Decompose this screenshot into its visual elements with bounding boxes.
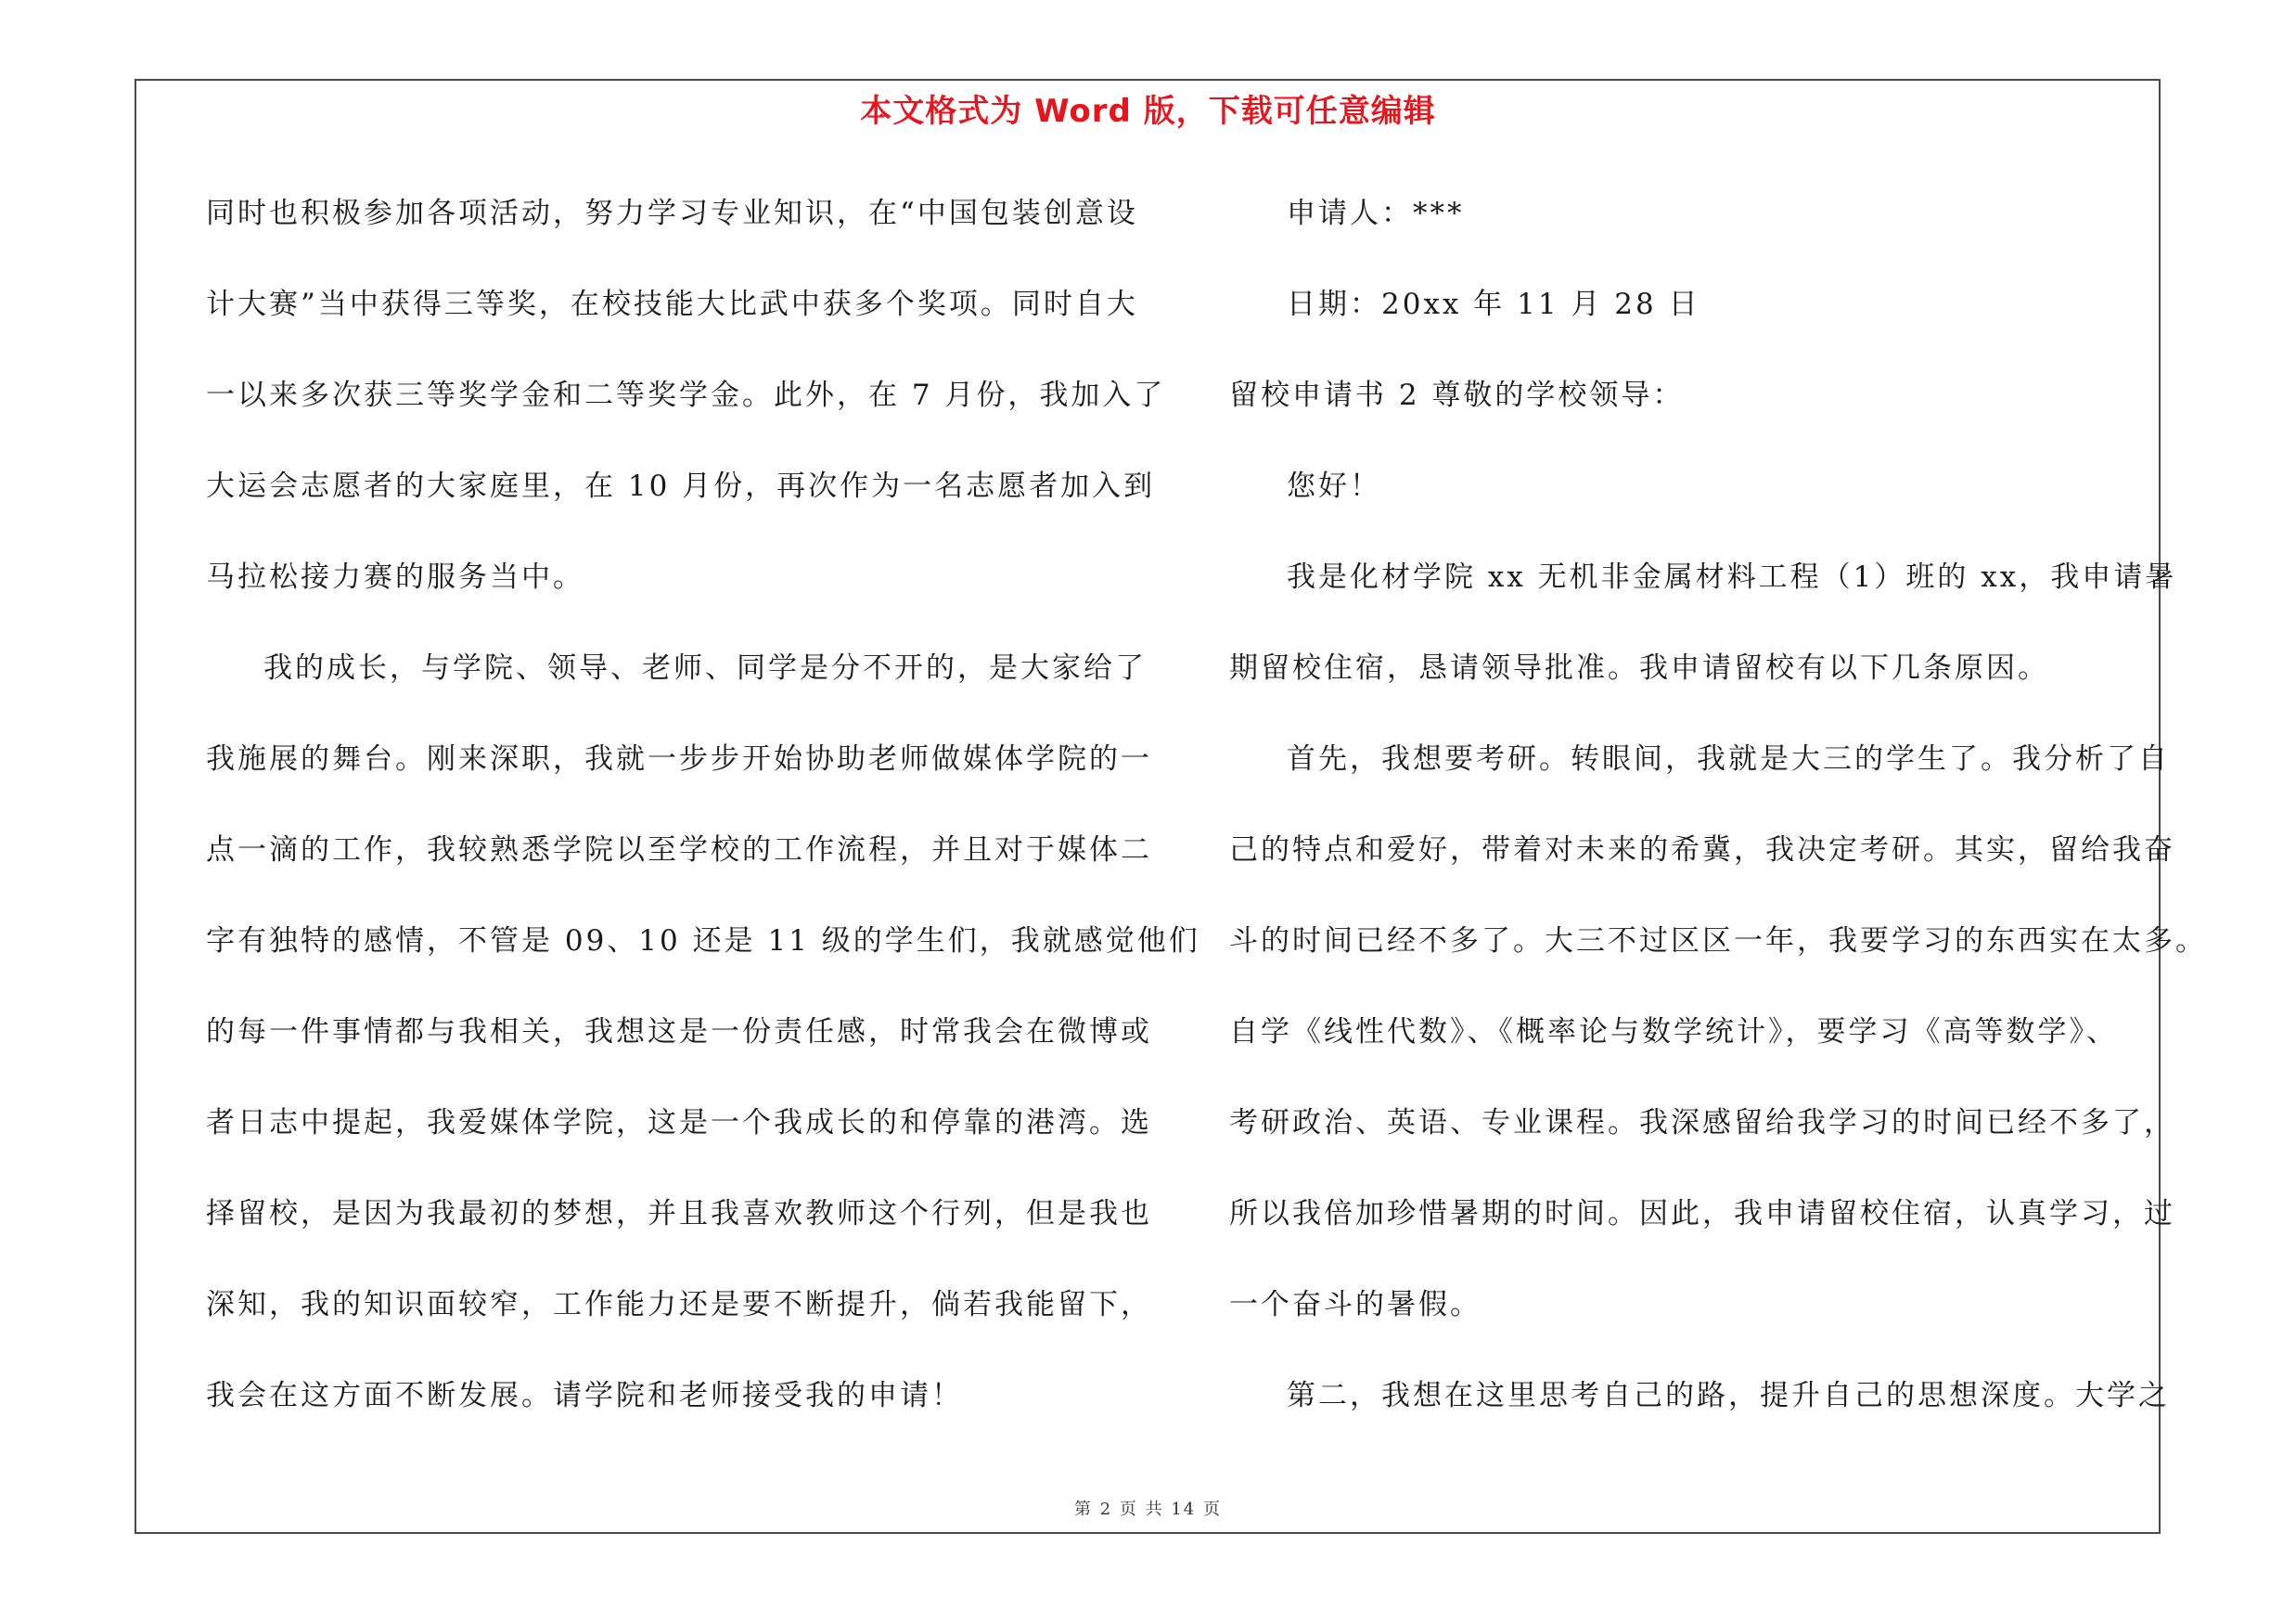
right-line: 斗的时间已经不多了。大三不过区区一年，我要学习的东西实在太多。 <box>1229 924 2207 958</box>
left-line: 的每一件事情都与我相关，我想这是一份责任感，时常我会在微博或 <box>206 1015 1152 1049</box>
left-line: 我会在这方面不断发展。请学院和老师接受我的申请！ <box>206 1379 963 1412</box>
right-paragraph-start: 首先，我想要考研。转眼间，我就是大三的学生了。我分析了自 <box>1287 742 2170 776</box>
right-line: 自学《线性代数》、《概率论与数学统计》，要学习《高等数学》、 <box>1229 1015 2118 1049</box>
right-line: 一个奋斗的暑假。 <box>1229 1288 1481 1321</box>
right-line: 己的特点和爱好，带着对未来的希冀，我决定考研。其实，留给我奋 <box>1229 833 2175 867</box>
left-line: 计大赛”当中获得三等奖，在校技能大比武中获多个奖项。同时自大 <box>206 288 1138 321</box>
left-line: 深知，我的知识面较窄，工作能力还是要不断提升，倘若我能留下， <box>206 1288 1152 1321</box>
right-paragraph-start: 我是化材学院 xx 无机非金属材料工程（1）班的 xx，我申请暑 <box>1287 560 2177 594</box>
greeting-line: 您好！ <box>1287 470 1381 503</box>
salutation-line: 留校申请书 2 尊敬的学校领导： <box>1229 379 1685 412</box>
right-column <box>1229 181 2207 1454</box>
right-line: 期留校住宿，恳请领导批准。我申请留校有以下几条原因。 <box>1229 651 2049 685</box>
left-line: 点一滴的工作，我较熟悉学院以至学校的工作流程，并且对于媒体二 <box>206 833 1152 867</box>
left-line: 大运会志愿者的大家庭里，在 10 月份，再次作为一名志愿者加入到 <box>206 470 1156 503</box>
right-line: 所以我倍加珍惜暑期的时间。因此，我申请留校住宿，认真学习，过 <box>1229 1197 2175 1230</box>
left-line: 我施展的舞台。刚来深职，我就一步步开始协助老师做媒体学院的一 <box>206 742 1152 776</box>
left-line: 字有独特的感情，不管是 09、10 还是 11 级的学生们，我就感觉他们 <box>206 924 1200 958</box>
left-line: 马拉松接力赛的服务当中。 <box>206 560 584 594</box>
word-format-banner: 本文格式为 Word 版，下载可任意编辑 <box>860 93 1436 130</box>
page-number-footer: 第 2 页 共 14 页 <box>1074 1500 1222 1519</box>
right-paragraph-start: 第二，我想在这里思考自己的路，提升自己的思想深度。大学之 <box>1287 1379 2170 1412</box>
left-line: 同时也积极参加各项活动，努力学习专业知识，在“中国包装创意设 <box>206 197 1138 230</box>
left-line: 一以来多次获三等奖学金和二等奖学金。此外，在 7 月份，我加入了 <box>206 379 1166 412</box>
left-line: 者日志中提起，我爱媒体学院，这是一个我成长的和停靠的港湾。选 <box>206 1106 1152 1140</box>
left-column <box>206 181 1200 1454</box>
left-line: 择留校，是因为我最初的梦想，并且我喜欢教师这个行列，但是我也 <box>206 1197 1152 1230</box>
date-line: 日期：20xx 年 11 月 28 日 <box>1287 288 1700 321</box>
left-paragraph-start: 我的成长，与学院、领导、老师、同学是分不开的，是大家给了 <box>263 651 1147 685</box>
applicant-line: 申请人：*** <box>1287 197 1465 230</box>
right-line: 考研政治、英语、专业课程。我深感留给我学习的时间已经不多了， <box>1229 1106 2175 1140</box>
